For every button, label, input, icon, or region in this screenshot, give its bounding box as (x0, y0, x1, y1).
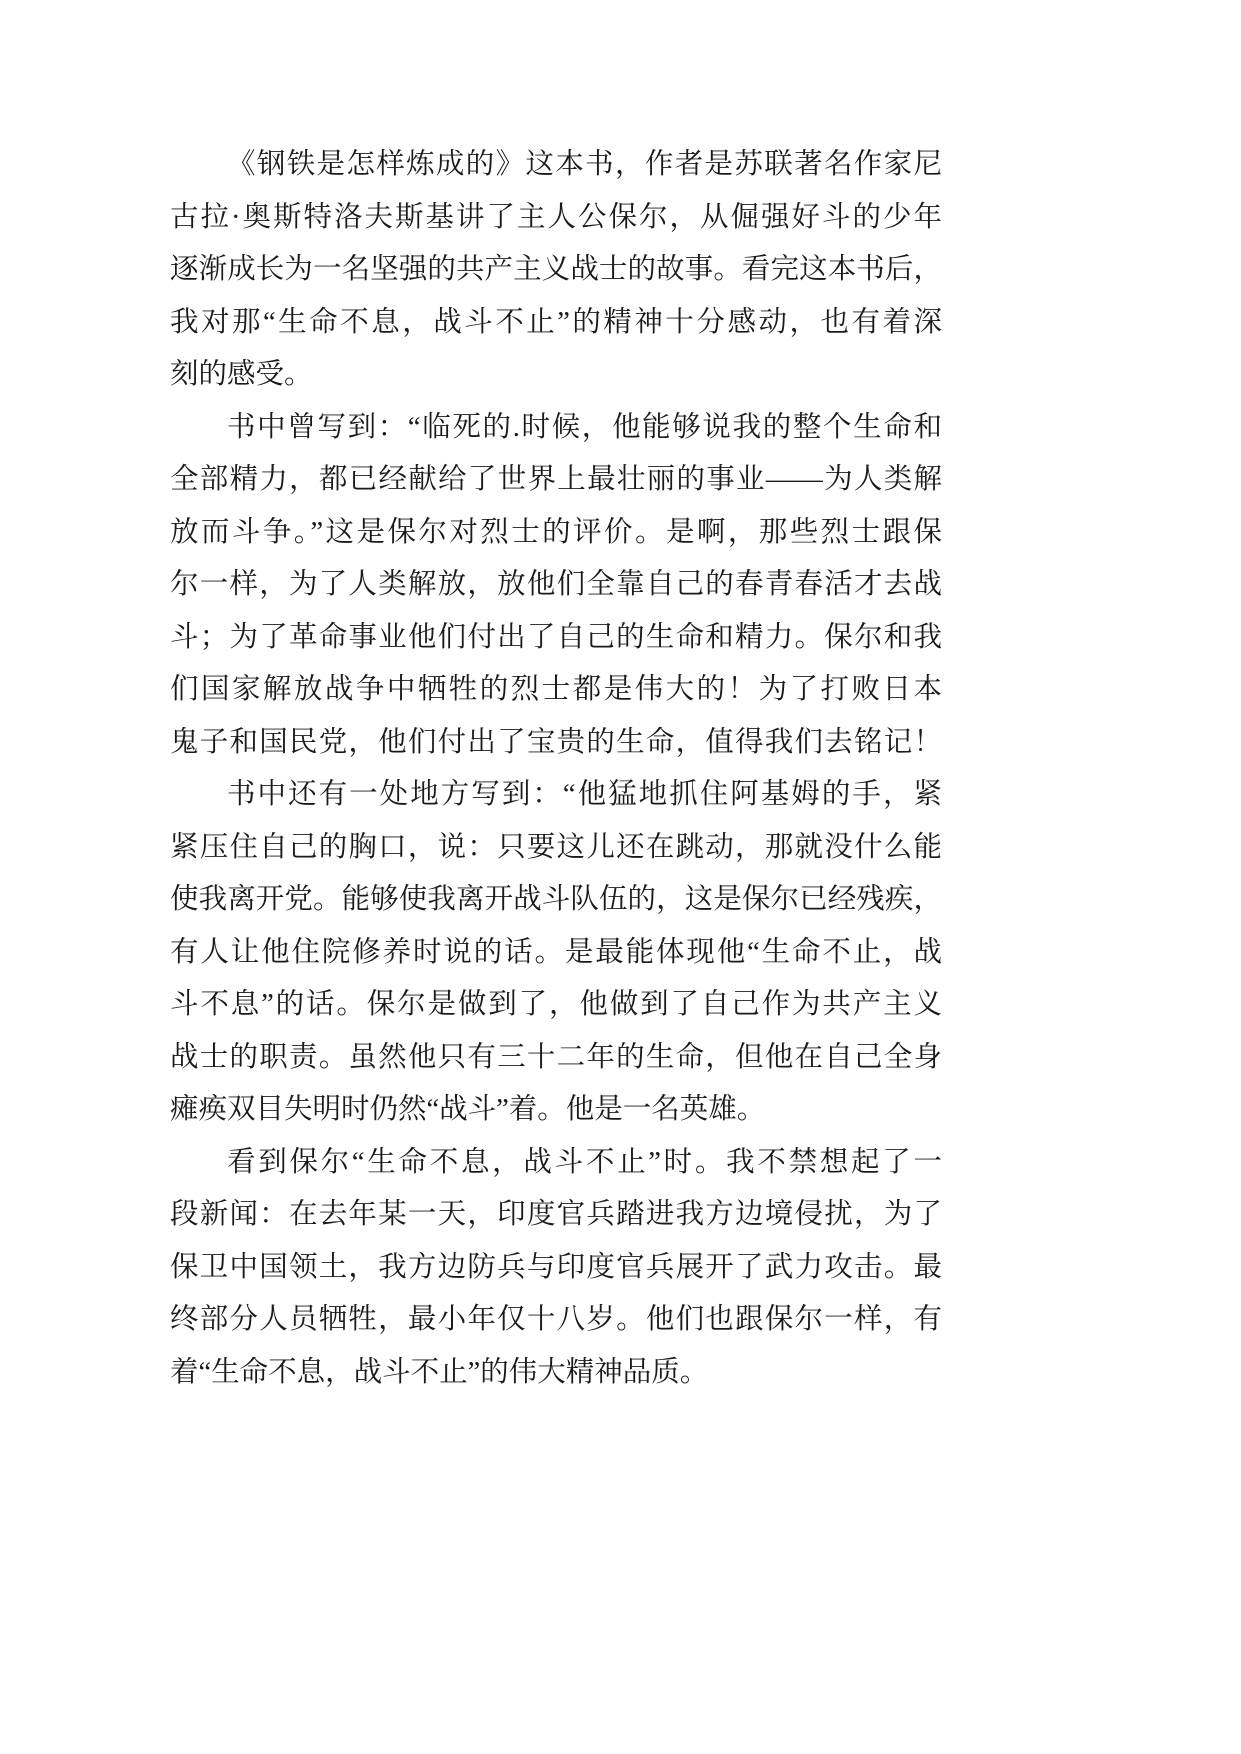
text-line: 斗；为了革命事业他们付出了自己的生命和精力。保尔和我 (170, 621, 942, 653)
text-line: 斗不息”的话。保尔是做到了，他做到了自己作为共产主义 (170, 989, 942, 1020)
text-line: 《钢铁是怎样炼成的》这本书，作者是苏联著名作家尼 (227, 149, 942, 180)
text-line: 全部精力，都已经献给了世界上最壮丽的事业——为人类解 (170, 464, 942, 495)
paragraph-3 (170, 769, 942, 1137)
paragraph-2 (170, 402, 942, 770)
text-line: 书中曾写到：“临死的.时候，他能够说我的整个生命和 (227, 411, 942, 443)
text-line: 段新闻：在去年某一天，印度官兵踏进我方边境侵扰，为了 (170, 1199, 942, 1230)
text-line: 逐渐成长为一名坚强的共产主义战士的故事。看完这本书后， (170, 254, 942, 285)
paragraph-1 (170, 139, 942, 402)
text-line: 放而斗争。”这是保尔对烈士的评价。是啊，那些烈士跟保 (170, 516, 942, 548)
text-line: 我对那“生命不息，战斗不止”的精神十分感动，也有着深 (170, 306, 942, 338)
text-line: 瘫痪双目失明时仍然“战斗”着。他是一名英雄。 (170, 1094, 766, 1125)
text-line: 保卫中国领土，我方边防兵与印度官兵展开了武力攻击。最 (170, 1251, 942, 1283)
text-line: 使我离开党。能够使我离开战斗队伍的，这是保尔已经残疾， (170, 884, 942, 915)
text-line: 们国家解放战争中牺牲的烈士都是伟大的！为了打败日本 (170, 674, 942, 705)
text-line: 看到保尔“生命不息，战斗不止”时。我不禁想起了一 (227, 1146, 942, 1178)
text-line: 古拉·奥斯特洛夫斯基讲了主人公保尔，从倔强好斗的少年 (170, 201, 942, 233)
paragraph-4 (170, 1137, 942, 1400)
text-line: 鬼子和国民党，他们付出了宝贵的生命，值得我们去铭记！ (170, 726, 942, 758)
text-line: 紧压住自己的胸口，说：只要这儿还在跳动，那就没什么能 (170, 831, 942, 863)
text-line: 着“生命不息，战斗不止”的伟大精神品质。 (170, 1356, 709, 1388)
text-line: 刻的感受。 (170, 359, 313, 390)
document-body (170, 139, 942, 1399)
text-line: 终部分人员牺牲，最小年仅十八岁。他们也跟保尔一样，有 (170, 1304, 942, 1335)
text-line: 书中还有一处地方写到：“他猛地抓住阿基姆的手，紧 (227, 779, 942, 810)
text-line: 有人让他住院修养时说的话。是最能体现他“生命不止，战 (170, 936, 942, 968)
text-line: 尔一样，为了人类解放，放他们全靠自己的春青春活才去战 (170, 569, 942, 600)
text-line: 战士的职责。虽然他只有三十二年的生命，但他在自己全身 (170, 1041, 942, 1073)
